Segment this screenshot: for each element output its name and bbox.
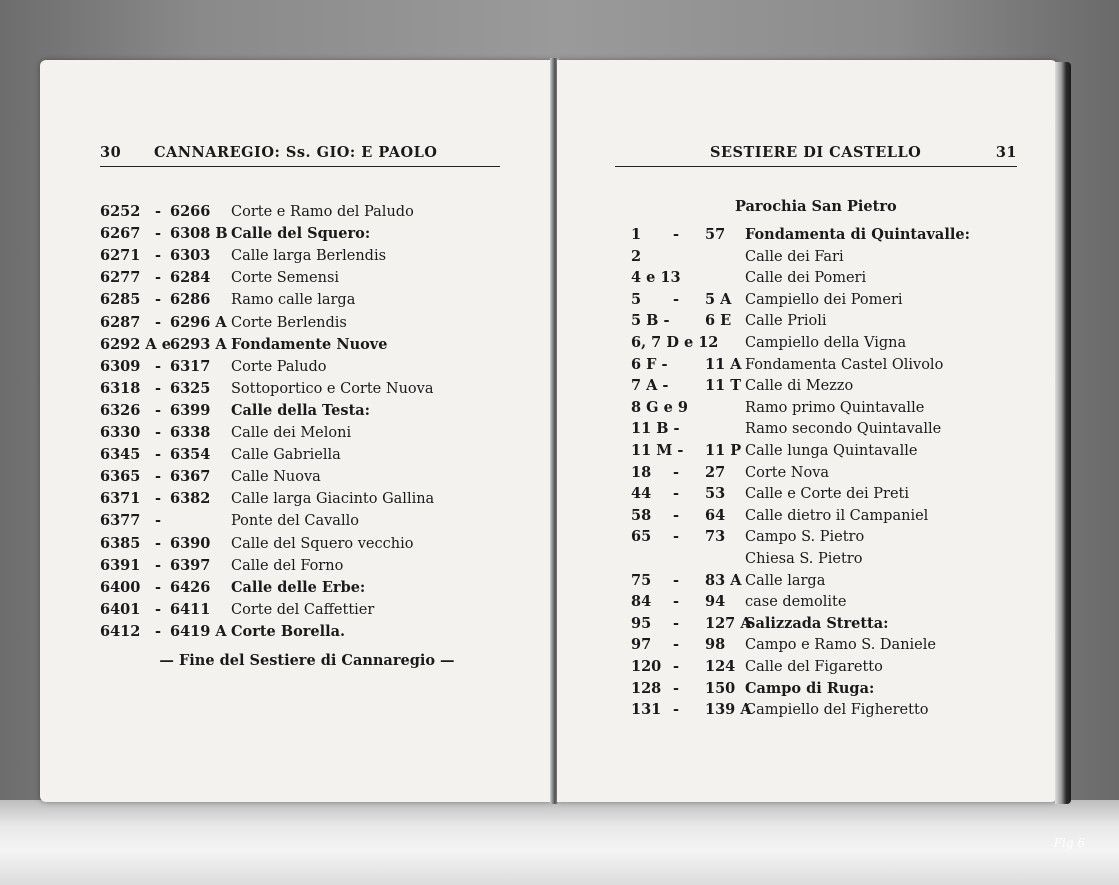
street-name: Calle Gabriella xyxy=(231,447,341,464)
number-from: 6345 xyxy=(100,446,141,464)
number-from: 5 xyxy=(631,290,642,308)
street-row xyxy=(631,225,1051,245)
number-to: 6426 xyxy=(170,578,211,596)
right-page-title: SESTIERE DI CASTELLO xyxy=(710,144,922,161)
number-from: 6365 xyxy=(100,468,141,486)
number-from: 6292 A e xyxy=(100,335,171,353)
street-name: Calle del Figaretto xyxy=(745,659,883,675)
street-name: Calle larga xyxy=(745,572,826,589)
street-name: Ponte del Cavallo xyxy=(231,513,359,530)
number-from: 6385 xyxy=(100,534,141,552)
number-to: 6308 B xyxy=(170,225,228,243)
number-from: 6326 xyxy=(100,401,141,419)
street-name: Calle larga Berlendis xyxy=(231,248,387,265)
street-name: Calle delle Erbe: xyxy=(231,578,366,596)
range-separator: - xyxy=(155,424,162,441)
street-name: Campo e Ramo S. Daniele xyxy=(745,637,936,654)
number-to: 6419 A xyxy=(170,622,227,640)
street-name: Calle dei Fari xyxy=(745,248,844,265)
range-separator: - xyxy=(155,512,162,530)
street-row xyxy=(100,268,520,288)
street-row xyxy=(631,419,1051,439)
range-separator: - xyxy=(155,490,162,508)
number-from: 11 M - xyxy=(631,442,684,459)
range-separator: - xyxy=(155,291,162,309)
range-separator: - xyxy=(673,506,680,524)
street-row xyxy=(631,549,1051,569)
street-row xyxy=(631,700,1051,720)
number-to: 6367 xyxy=(170,468,211,486)
number-from: 97 xyxy=(631,636,652,654)
street-row xyxy=(100,467,520,487)
range-separator: - xyxy=(673,485,680,503)
street-name: Fondamente Nuove xyxy=(231,335,388,353)
street-name: Corte Berlendis xyxy=(231,314,347,331)
street-row xyxy=(631,441,1051,461)
street-name: Calle di Mezzo xyxy=(745,378,854,395)
street-row xyxy=(100,622,520,642)
street-row xyxy=(631,268,1051,288)
book-edge xyxy=(1055,62,1071,804)
number-to: 6284 xyxy=(170,269,211,287)
number-to: 6382 xyxy=(170,490,211,508)
street-row xyxy=(100,290,520,310)
number-from: 6401 xyxy=(100,600,141,618)
right-page-number: 31 xyxy=(995,144,1017,161)
street-name: Calle della Testa: xyxy=(231,401,371,419)
number-to: 150 xyxy=(705,679,736,697)
number-to: 53 xyxy=(705,485,726,503)
street-row xyxy=(631,679,1051,699)
number-from: 6391 xyxy=(100,556,141,574)
number-to: 11 A xyxy=(705,355,742,373)
range-separator: - xyxy=(673,701,680,719)
street-name: Calle del Squero vecchio xyxy=(231,535,414,552)
street-name: Calle larga Giacinto Gallina xyxy=(231,491,435,508)
range-separator: - xyxy=(155,247,162,265)
number-from: 65 xyxy=(631,528,652,546)
street-name: Ramo secondo Quintavalle xyxy=(745,421,942,438)
number-from: 6267 xyxy=(100,225,141,243)
street-row xyxy=(100,556,520,576)
number-from: 44 xyxy=(631,485,652,503)
street-name: Sottoportico e Corte Nuova xyxy=(231,380,434,397)
street-row xyxy=(631,290,1051,310)
number-to: 6325 xyxy=(170,379,211,397)
street-name: Ramo primo Quintavalle xyxy=(745,399,925,416)
number-to: 94 xyxy=(705,593,726,611)
street-name: Calle lunga Quintavalle xyxy=(745,443,918,459)
range-separator: - xyxy=(155,269,162,287)
range-separator: - xyxy=(673,226,680,243)
street-row xyxy=(631,527,1051,547)
street-row xyxy=(631,311,1051,331)
street-name: Corte Borella. xyxy=(231,622,346,640)
number-from: 6377 xyxy=(100,512,141,530)
number-from: 18 xyxy=(631,463,652,481)
number-to: 139 A xyxy=(705,701,752,719)
range-separator: - xyxy=(155,556,162,574)
right-page-header xyxy=(615,144,1017,167)
number-from: 6285 xyxy=(100,291,141,309)
range-separator: - xyxy=(673,636,680,654)
number-to: 57 xyxy=(705,226,726,243)
range-separator: - xyxy=(673,614,680,632)
number-from: 6, 7 D e 12 xyxy=(631,334,719,351)
range-separator: - xyxy=(155,357,162,375)
number-from: 58 xyxy=(631,506,652,524)
parish-heading: Parochia San Pietro xyxy=(735,198,897,215)
street-row xyxy=(631,484,1051,504)
street-name: Corte Semensi xyxy=(231,270,340,287)
left-page-title: CANNAREGIO: Ss. GIO: E PAOLO xyxy=(154,144,438,161)
street-row xyxy=(100,313,520,333)
range-separator: - xyxy=(673,658,680,675)
range-separator: - xyxy=(155,203,162,220)
street-name: Campiello della Vigna xyxy=(745,335,907,351)
range-separator: - xyxy=(155,600,162,618)
number-from: 11 B - xyxy=(631,420,680,438)
number-to: 64 xyxy=(705,506,726,524)
street-row xyxy=(631,247,1051,267)
street-row xyxy=(100,224,520,244)
street-row xyxy=(631,506,1051,526)
street-name: Campiello del Figheretto xyxy=(745,702,929,719)
number-to: 6266 xyxy=(170,203,211,220)
number-from: 6400 xyxy=(100,578,141,596)
number-to: 11 T xyxy=(705,377,742,395)
number-to: 6317 xyxy=(170,357,211,375)
street-name: Corte e Ramo del Paludo xyxy=(231,204,414,220)
street-row xyxy=(100,511,520,531)
number-to: 5 A xyxy=(705,290,732,308)
number-to: 6390 xyxy=(170,534,211,552)
street-name: Corte Paludo xyxy=(231,358,327,375)
number-from: 6287 xyxy=(100,313,141,331)
street-name: Fondamenta Castel Olivolo xyxy=(745,356,944,373)
number-to: 73 xyxy=(705,528,726,546)
range-separator: - xyxy=(155,468,162,486)
street-name: Campo S. Pietro xyxy=(745,529,865,546)
street-name: Calle del Forno xyxy=(231,557,344,574)
street-name: Calle Prioli xyxy=(745,313,827,330)
number-to: 6399 xyxy=(170,401,211,419)
number-to: 98 xyxy=(705,636,726,654)
range-separator: - xyxy=(155,534,162,552)
number-from: 128 xyxy=(631,679,662,697)
street-name: Calle dietro il Campaniel xyxy=(745,507,929,524)
street-row xyxy=(631,614,1051,634)
range-separator: - xyxy=(673,463,680,481)
right-page xyxy=(557,60,1057,802)
range-separator: - xyxy=(155,578,162,596)
number-to: 6286 xyxy=(170,291,211,309)
street-name: Salizzada Stretta: xyxy=(745,614,889,632)
number-from: 6371 xyxy=(100,490,141,508)
range-separator: - xyxy=(155,379,162,397)
street-row xyxy=(100,379,520,399)
street-row xyxy=(100,534,520,554)
number-from: 120 xyxy=(631,658,662,675)
number-from: 6277 xyxy=(100,269,141,287)
number-from: 2 xyxy=(631,247,642,265)
number-to: 124 xyxy=(705,658,736,675)
number-to: 6296 A xyxy=(170,313,227,331)
number-to: 127 A xyxy=(705,614,752,632)
number-from: 1 xyxy=(631,226,642,243)
street-name: Corte Nova xyxy=(745,464,830,481)
number-to: 6303 xyxy=(170,247,211,265)
left-page-header xyxy=(100,144,500,167)
street-name: Calle dei Meloni xyxy=(231,425,352,441)
street-row xyxy=(631,333,1051,353)
street-row xyxy=(100,578,520,598)
number-from: 6318 xyxy=(100,379,141,397)
number-to: 6397 xyxy=(170,556,211,574)
street-row xyxy=(631,398,1051,418)
number-from: 6309 xyxy=(100,357,141,375)
range-separator: - xyxy=(155,622,162,640)
number-from: 6330 xyxy=(100,424,141,441)
number-to: 27 xyxy=(705,463,726,481)
street-row xyxy=(631,657,1051,677)
number-from: 8 G e 9 xyxy=(631,398,688,416)
left-page xyxy=(40,60,552,802)
street-row xyxy=(100,489,520,509)
number-to: 6293 A xyxy=(170,335,227,353)
left-page-footer: — Fine del Sestiere di Cannaregio — xyxy=(159,652,455,669)
range-separator: - xyxy=(673,593,680,611)
street-name: Calle del Squero: xyxy=(231,225,371,243)
number-from: 75 xyxy=(631,571,652,589)
street-row xyxy=(100,600,520,620)
range-separator: - xyxy=(155,401,162,419)
number-from: 4 e 13 xyxy=(631,269,681,287)
range-separator: - xyxy=(155,446,162,464)
street-row xyxy=(631,592,1051,612)
figure-label: Fig 6 xyxy=(1053,836,1085,850)
street-row xyxy=(100,246,520,266)
number-to: 83 A xyxy=(705,571,742,589)
street-name: Calle Nuova xyxy=(231,469,321,486)
street-name: Calle e Corte dei Preti xyxy=(745,486,910,503)
street-row xyxy=(631,635,1051,655)
number-from: 95 xyxy=(631,614,652,632)
number-from: 5 B - xyxy=(631,312,670,330)
number-from: 6252 xyxy=(100,203,141,220)
street-name: Calle dei Pomeri xyxy=(745,270,867,287)
range-separator: - xyxy=(673,290,680,308)
number-from: 7 A - xyxy=(631,377,669,395)
street-row xyxy=(100,202,520,222)
street-name: Campiello dei Pomeri xyxy=(745,291,903,308)
street-name: Chiesa S. Pietro xyxy=(745,551,863,567)
street-row xyxy=(100,335,520,355)
street-name: Fondamenta di Quintavalle: xyxy=(745,226,970,243)
range-separator: - xyxy=(673,679,680,697)
number-from: 84 xyxy=(631,593,652,611)
number-from: 131 xyxy=(631,701,662,719)
street-name: Corte del Caffettier xyxy=(231,601,375,618)
number-to: 6338 xyxy=(170,424,211,441)
street-name: Ramo calle larga xyxy=(231,292,356,309)
number-to: 6411 xyxy=(170,600,211,618)
number-from: 6 F - xyxy=(631,355,668,373)
background-floor xyxy=(0,800,1119,885)
range-separator: - xyxy=(155,313,162,331)
street-row xyxy=(100,357,520,377)
street-row xyxy=(100,423,520,443)
street-row xyxy=(100,401,520,421)
range-separator: - xyxy=(673,571,680,589)
street-name: Campo di Ruga: xyxy=(745,679,875,697)
range-separator: - xyxy=(673,528,680,546)
range-separator: - xyxy=(155,225,162,243)
street-row xyxy=(631,571,1051,591)
number-to: 11 P xyxy=(705,442,742,459)
street-name: case demolite xyxy=(745,594,847,611)
street-row xyxy=(100,445,520,465)
street-row xyxy=(631,376,1051,396)
left-page-number: 30 xyxy=(100,144,122,161)
number-to: 6354 xyxy=(170,446,211,464)
street-row xyxy=(631,355,1051,375)
number-from: 6412 xyxy=(100,622,141,640)
street-row xyxy=(631,463,1051,483)
number-to: 6 E xyxy=(705,312,732,330)
number-from: 6271 xyxy=(100,247,141,265)
